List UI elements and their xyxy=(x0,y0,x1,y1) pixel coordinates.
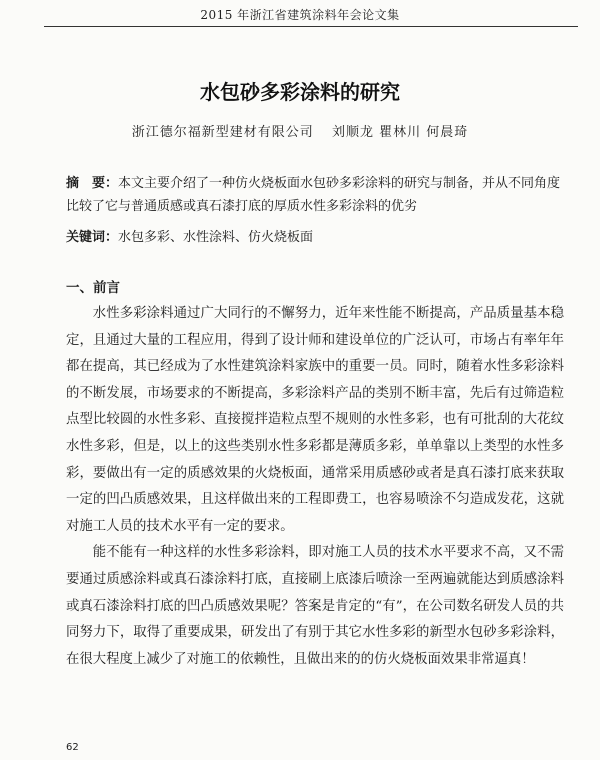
author-names: 刘顺龙 瞿林川 何晨琦 xyxy=(331,125,469,140)
abstract-text: 本文主要介绍了一种仿火烧板面水包砂多彩涂料的研究与制备，并从不同角度比较了它与普通质感或真石漆打底的厚质水性多彩涂料的优劣 xyxy=(66,176,561,214)
paragraph: 能不能有一种这样的水性多彩涂料，即对施工人员的技术水平要求不高，又不需要通过质感涂料或真石漆涂料打底，直接刷上底漆后喷涂一至两遍就能达到质感涂料或真石漆涂料打底的凹凸质感效果呢？答案是肯定的“有”，在公司数名研发人员的共同努力下，取得了重要成果，研发出了有别于其它水性多彩的新型水包砂多彩涂料，在很大程度上减少了对施工的依赖性，且做出来的的仿火烧板面效果非常逼真！ xyxy=(66,545,564,667)
abstract xyxy=(66,172,566,218)
running-head: 2015 年浙江省建筑涂料年会论文集 xyxy=(200,8,400,22)
author-organization: 浙江德尔福新型建材有限公司 xyxy=(131,125,314,140)
abstract-label: 摘 要： xyxy=(66,176,119,191)
keywords-label: 关键词： xyxy=(66,230,119,245)
keywords xyxy=(66,228,566,248)
body-text xyxy=(66,301,564,673)
paragraph: 水性多彩涂料通过广大同行的不懈努力，近年来性能不断提高，产品质量基本稳定，且通过大量的工程应用，得到了设计师和建设单位的广泛认可，市场占有率年年都在提高，其已经成为了水性建筑涂料家族中的重要一员。同时，随着水性多彩涂料的不断发展，市场要求的不断提高，多彩涂料产品的类别不断丰富，先后有过筛造粒点型比较圆的水性多彩、直接搅拌造粒点型不规则的水性多彩，也有可批刮的大花纹水性多彩，但是，以上的这些类别水性多彩都是薄质多彩，单单靠以上类型的水性多彩，要做出有一定的质感效果的火烧板面，通常采用质感砂或者是真石漆打底来获取一定的凹凸质感效果，且这样做出来的工程即费工，也容易喷涂不匀造成发花，这就对施工人员的技术水平有一定的要求。 xyxy=(66,306,564,534)
section-heading: 一、前言 xyxy=(66,280,120,296)
keywords-text: 水包多彩、水性涂料、仿火烧板面 xyxy=(118,230,314,245)
header-rule xyxy=(44,26,578,27)
paper-title: 水包砂多彩涂料的研究 xyxy=(200,80,400,104)
page-number: 62 xyxy=(66,742,79,753)
author-line xyxy=(0,121,600,140)
